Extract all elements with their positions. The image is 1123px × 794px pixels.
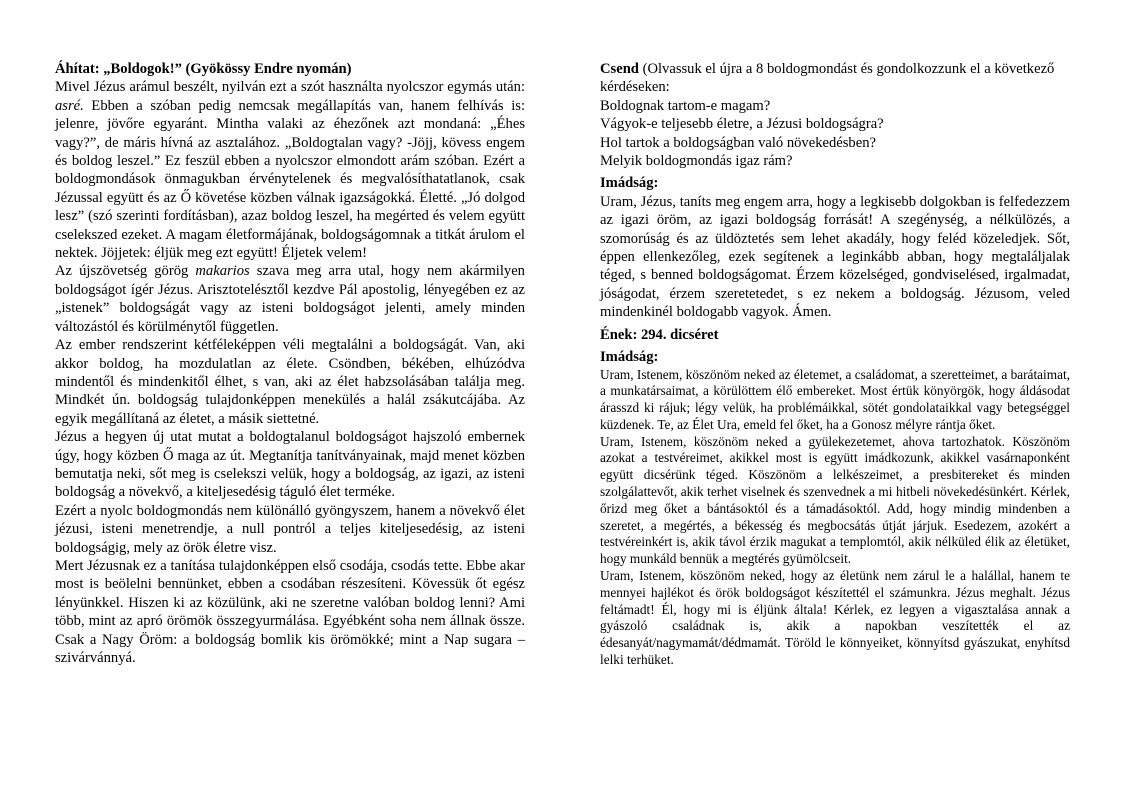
silence-label: Csend [600,61,639,77]
silence-text: (Olvassuk el újra a 8 boldogmondást és gondolkozzunk el a következő kérdéseken: [600,61,1055,96]
paragraph-two-ways: Az ember rendszerint kétféleképpen véli megtalálni a boldogságát. Van, aki akkor boldog, ha mozdulatlan az élete. Csöndben, békében, elhúzódva mindentől és mindenkitől élhet, s van, aki az élet habzsolásában találja meg. Mindkét ún. boldogság tulajdonképpen menekülés a halál zsákutcájába. Az egyik megállítaná az életet, a másik siettetné. [55,337,525,427]
prayer-2-body [600,367,1070,669]
paragraph-first-miracle: Mert Jézusnak ez a tanítása tulajdonképpen első csodája, csodás tette. Ebbe akar most is beölelni bennünket, ebben a csodában részesíteni. Kövessük őt egész lényünkkel. Hiszen ki az közülünk, aki ne szeretne valóban boldog lenni? Ami több, mint az apró örömök összegyurmálása. Egyébként soha nem állnak össze. Csak a Nagy Öröm: a boldogság bomlik kis örömökké; mint a Nap sugara – szivárvánnyá. [55,557,525,666]
paragraph-makarios [55,262,525,336]
left-column [55,60,525,667]
silence-intro [600,60,1070,97]
paragraph-asre-rest: Ebben a szóban pedig nemcsak megállapítás van, hanem felhívás is: jelenre, jövőre egyaránt. Mintha valaki az éhezőnek azt mondaná: „Éhes vagy?”, de máris hívná az asztalához. „Boldogtalan vagy? -Jöjj, kövess engem és boldog leszel.” Ez feszül ebben a nyolcszor elmondott arám szóban. Ezért a boldogmondások önmagukban érvénytelenek és megvalósíthatatlanok, csak Jézussal együtt és az Ő követése közben válnak igazságokká. Életté. „Jó dolgod lesz” (szó szerinti fordításban), azaz boldog leszel, ha megérted és velem együtt cselekszed ezeket. A magam életformájának, boldogságomnak a titkát árulom el nektek. Jöjjetek: éljük meg ezt együtt! Éljetek velem! [55,97,525,262]
paragraph-mountain: Jézus a hegyen új utat mutat a boldogtalanul boldogságot hajszoló embernek úgy, hogy közben Ő maga az út. Megtanítja tanítványainak, majd menet közben bemutatja neki, sőt meg is cselekszi velük, hogy a boldogság, az igazi, az isteni boldogság a növekvő, a kiteljesedésig táguló élet terméke. [55,429,525,501]
prayer-1-heading: Imádság: [600,175,659,192]
asre-word: asré. [55,97,84,114]
prayer-1-text: Uram, Jézus, taníts meg engem arra, hogy a legkisebb dolgokban is felfedezzem az igazi öröm, az igazi boldogság forrását! A szegénység, a nélkülözés, a szomorúság és az üldöztetés sem lehet akadály, hogy feléd közeledjek. Sőt, éppen ellenkezőleg, ezek segítenek a leginkább abban, hogy megtaláljalak téged, s benned boldogságomat. Érzem közelséged, gondviselésed, irgalmadat, jóságodat, érzem szeretetedet, s ez nekem a boldogság. Jézusom, veled mindenkinél boldogabb vagyok. Ámen. [600,193,1070,321]
prayer-2-paragraph-mourning: Uram, Istenem, köszönöm neked, hogy az életünk nem zárul le a halállal, hanem te mennyei hajlékot és örök boldogságot készítettél el számunkra. Jézus meghalt. Jézus feltámadt! Él, hogy mi is éljünk általa! Kérlek, ez legyen a vigasztalása annak a gyászoló családnak is, akik a napokban veszítették el az édesanyát/nagymamát/dédmamát. Töröld le könnyeiket, könnyítsd gyászukat, enyhítsd lelki terhüket. [600,568,1070,668]
prayer-2-paragraph-congregation: Uram, Istenem, köszönöm neked a gyülekezetemet, ahova tartozhatok. Köszönöm azokat a testvéreimet, akikkel most is együtt imádkozunk, akikkel vasárnaponként együtt dicsérünk téged. Köszönöm a lelkészeimet, a presbitereket és minden szolgálattevőt, akik terhet viselnek és szenvednek a mi hitbeli növekedésünkért. Kérlek, őrizd meg őket a bántásoktól és a támadásoktól. Add, hogy mindig mindenben a szeretet, a megértés, a békesség és megbocsátás útját járjuk. Esedezem, azokért a testvéreinkért is, akik távol érzik magukat a templomtól, akik nélküled élik az életüket, hogy munkáld bennük a megtérés gyümölcseit. [600,433,1070,567]
hymn-heading: Ének: 294. dicséret [600,326,719,343]
makarios-word: makarios [195,263,250,280]
silence-section [600,60,1070,170]
right-column [600,60,1070,669]
paragraph-makarios-start: Az újszövetség görög [55,263,196,280]
question-2: Vágyok-e teljesebb életre, a Jézusi boldogságra? [600,116,884,133]
devotion-title: Áhítat: „Boldogok!” (Gyökössy Endre nyomán) [55,61,352,77]
paragraph-asre-start: Mivel Jézus arámul beszélt, nyilván ezt a szót használta nyolcszor egymás után: [55,79,525,96]
question-1: Boldognak tartom-e magam? [600,97,771,114]
question-3: Hol tartok a boldogságban való növekedésben? [600,134,876,151]
paragraph-eight-beatitudes: Ezért a nyolc boldogmondás nem különálló gyöngyszem, hanem a növekvő élet jézusi, isteni menetrendje, a null pontról a teljes kiteljesedésig, az isteni boldogságig, mely az örök életre visz. [55,502,525,556]
paragraph-asre [55,78,525,262]
prayer-2-paragraph-family: Uram, Istenem, köszönöm neked az életemet, a családomat, a szeretteimet, a barátaimat, a munkatársaimat, a körülöttem élő embereket. Most értük könyörgök, hogy áldásodat árasszd ki rájuk; légy velük, ha problémáikkal, sötét gondolataikkal vagy betegséggel küzdenek. Te, az Élet Ura, emeld fel őket, ha a Gonosz mélyre rántja őket. [600,366,1070,432]
paragraph-makarios-rest: szava meg arra utal, hogy nem akármilyen boldogságot ígér Jézus. Arisztotelésztől kezdve Pál apostolig, lényegében ez az „istenek” boldogságát vagy az isteni boldogságot jelenti, amely minden változástól és körülménytől független. [55,263,525,335]
prayer-2-heading: Imádság: [600,349,659,366]
question-4: Melyik boldogmondás igaz rám? [600,153,793,170]
